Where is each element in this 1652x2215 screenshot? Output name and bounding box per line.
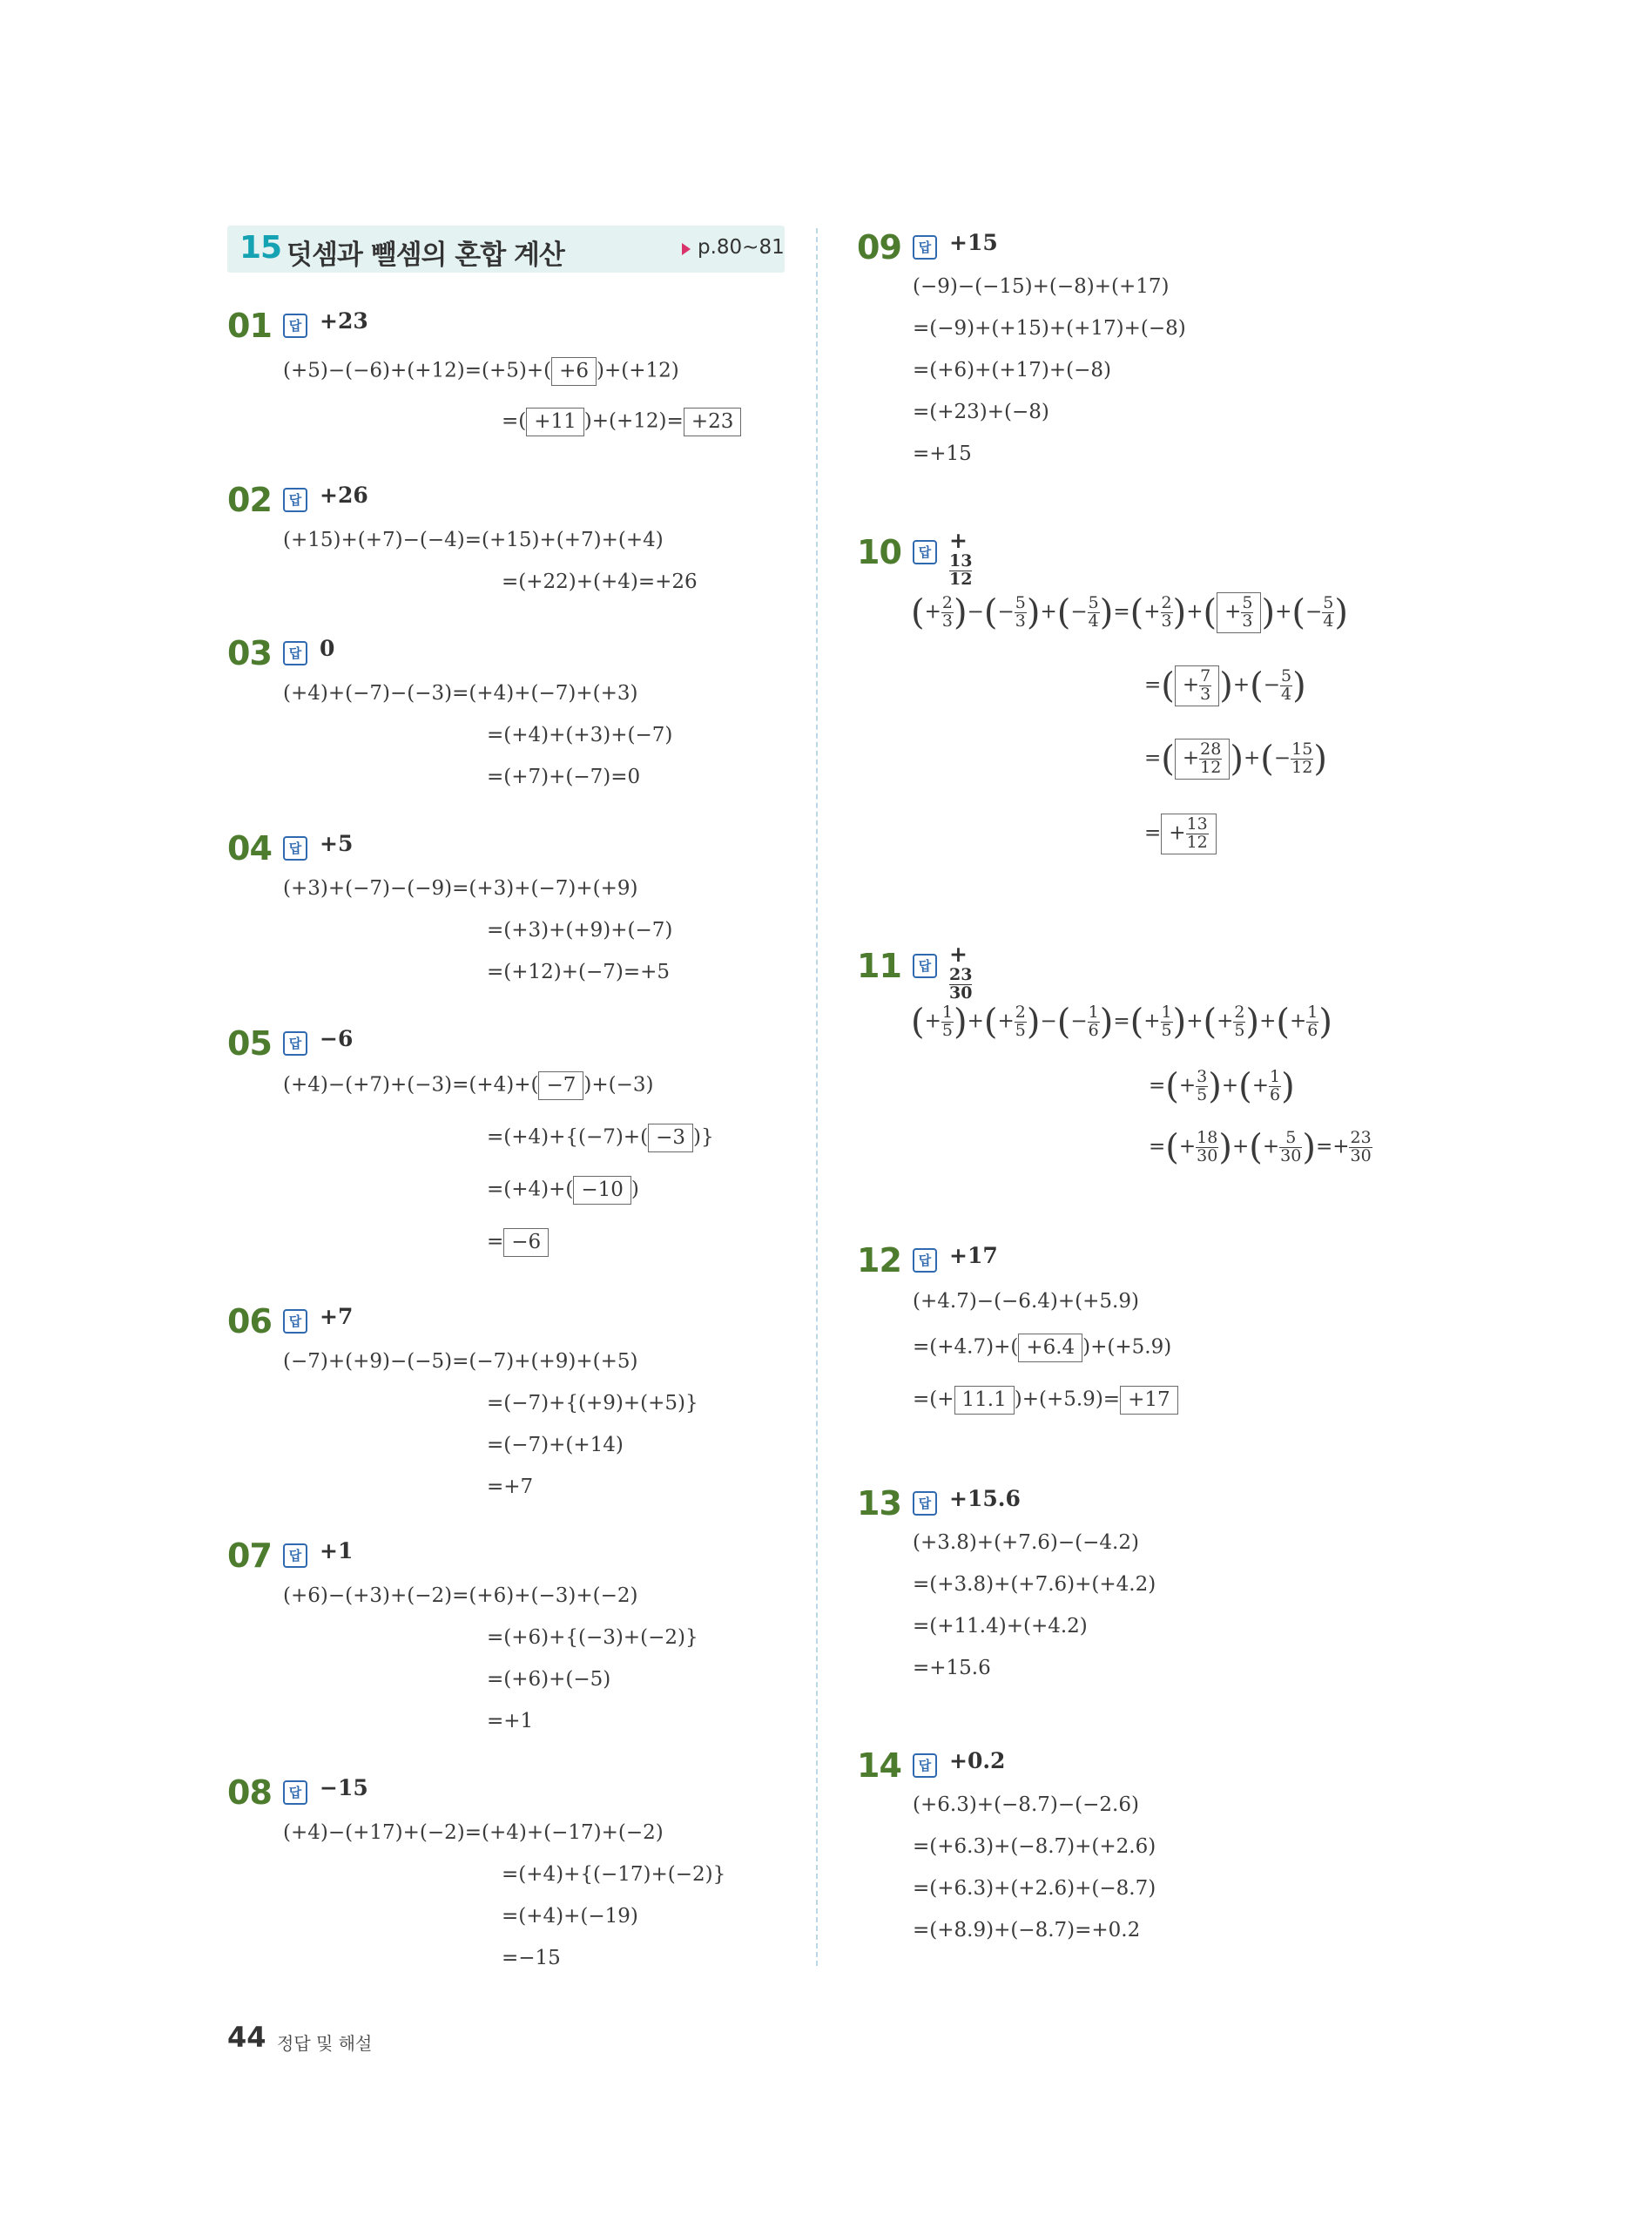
answer-label: 답 <box>283 314 307 338</box>
answer-box: +11 <box>526 408 584 436</box>
answer: −15 <box>320 1775 368 1800</box>
solution-line: =(+ 11.1 )+(+5.9)= +17 <box>913 1386 1178 1415</box>
section-title: 덧셈과 뺄셈의 혼합 계산 <box>287 240 564 271</box>
answer: +23 <box>320 308 368 334</box>
solution-line: =(−9)+(+15)+(+17)+(−8) <box>913 317 1186 340</box>
solution-line: =(+6)+{(−3)+(−2)} <box>487 1626 698 1649</box>
answer-label: 답 <box>913 1248 937 1273</box>
answer-box: + $\frac{13}{12}$ <box>1161 814 1216 854</box>
solution-line: =(+23)+(−8) <box>913 401 1049 423</box>
problem-number: 05 <box>227 1024 272 1063</box>
answer-label: 답 <box>283 1309 307 1334</box>
solution-line: =(+6)+(+17)+(−8) <box>913 359 1112 382</box>
section-header <box>227 226 785 273</box>
answer-box: +6 <box>551 357 597 386</box>
solution-line: =(+4)+( −10 ) <box>487 1176 639 1205</box>
answer-box: +17 <box>1120 1386 1178 1415</box>
solution-line: =(+22)+(+4)=+26 <box>502 571 698 593</box>
answer-box: + $\frac{5}{3}$ <box>1217 592 1261 633</box>
page-number: 44 <box>227 2021 266 2054</box>
problem-number: 03 <box>227 634 272 672</box>
answer-box: +6.4 <box>1018 1334 1082 1362</box>
solution-line: =(−7)+(+14) <box>487 1434 624 1456</box>
solution-line: (+ $\frac{1}{5}$ )+(+ $\frac{2}{5}$ )−(− $\frac{1}{6}$ )=(+ $\frac{1}{5}$ )+(+ $\frac{2}{5}$ )+(+ $\frac{1}{6}$ ) <box>911 1002 1332 1043</box>
page-reference: p.80~81 <box>698 236 785 259</box>
solution-line: =+7 <box>487 1476 534 1498</box>
triangle-marker-icon <box>682 243 691 255</box>
answer-box: +23 <box>684 408 742 436</box>
solution-line: (+6.3)+(−8.7)−(−2.6) <box>913 1793 1139 1816</box>
solution-line: (+4.7)−(−6.4)+(+5.9) <box>913 1290 1139 1313</box>
answer: +5 <box>320 831 354 856</box>
solution-line: =(+12)+(−7)=+5 <box>487 961 671 983</box>
problem-number: 14 <box>857 1746 901 1785</box>
solution-line: =(+8.9)+(−8.7)=+0.2 <box>913 1919 1141 1942</box>
problem-number: 02 <box>227 481 272 519</box>
footer-text: 정답 및 해설 <box>277 2033 373 2054</box>
answer: +0.2 <box>949 1748 1006 1773</box>
answer-box: −10 <box>573 1176 631 1205</box>
solution-line: (+3)+(−7)−(−9)=(+3)+(−7)+(+9) <box>283 877 638 900</box>
solution-line: (+4)+(−7)−(−3)=(+4)+(−7)+(+3) <box>283 682 638 705</box>
problem-number: 10 <box>857 533 901 571</box>
answer: +7 <box>320 1304 354 1329</box>
solution-line: =−15 <box>502 1947 561 1969</box>
solution-line: =( + $\frac{7}{3}$ )+(− $\frac{5}{4}$ ) <box>1144 665 1306 706</box>
solution-line: =(+4)+{(−17)+(−2)} <box>502 1863 726 1886</box>
answer-label: 답 <box>283 836 307 861</box>
solution-line: =(−7)+{(+9)+(+5)} <box>487 1392 698 1415</box>
answer: −6 <box>320 1026 354 1051</box>
solution-line: =(+7)+(−7)=0 <box>487 766 641 788</box>
solution-line: =(+4)+(−19) <box>502 1905 638 1928</box>
solution-line: (−7)+(+9)−(−5)=(−7)+(+9)+(+5) <box>283 1350 638 1373</box>
answer-label: 답 <box>913 954 937 978</box>
solution-line: =+15 <box>913 442 972 465</box>
problem-number: 07 <box>227 1536 272 1575</box>
section-number: 15 <box>239 230 282 266</box>
answer-box: −7 <box>538 1071 583 1100</box>
column-divider <box>816 228 818 1966</box>
answer-box: 11.1 <box>954 1386 1015 1415</box>
solution-line: (+6)−(+3)+(−2)=(+6)+(−3)+(−2) <box>283 1584 638 1607</box>
answer-label: 답 <box>283 488 307 512</box>
solution-line: =(+ $\frac{3}{5}$ )+(+ $\frac{1}{6}$ ) <box>1149 1066 1295 1107</box>
solution-line: (+4)−(+17)+(−2)=(+4)+(−17)+(−2) <box>283 1821 664 1844</box>
answer-box: −3 <box>648 1124 693 1152</box>
problem-number: 12 <box>857 1241 901 1280</box>
problem-number: 01 <box>227 307 272 345</box>
solution-line: (+ $\frac{2}{3}$ )−(− $\frac{5}{3}$ )+(− $\frac{5}{4}$ )=(+ $\frac{2}{3}$ )+( + $\frac{5}{3}$ )+(− $\frac{5}{4}$ ) <box>911 592 1348 633</box>
answer: 0 <box>320 636 335 661</box>
answer-box: + $\frac{7}{3}$ <box>1175 665 1219 706</box>
solution-line: =(+6)+(−5) <box>487 1668 611 1691</box>
solution-line: =(+4.7)+( +6.4 )+(+5.9) <box>913 1334 1171 1362</box>
answer-label: 답 <box>913 1491 937 1516</box>
solution-line: =(+ $\frac{18}{30}$ )+(+ $\frac{5}{30}$ )=+ $\frac{23}{30}$ <box>1149 1127 1372 1168</box>
problem-number: 08 <box>227 1773 272 1812</box>
answer: +17 <box>949 1243 998 1268</box>
solution-line: (+4)−(+7)+(−3)=(+4)+( −7 )+(−3) <box>283 1071 653 1100</box>
problem-number: 06 <box>227 1302 272 1340</box>
answer: + $\frac{13}{12}$ <box>949 528 973 589</box>
answer-label: 답 <box>283 1780 307 1805</box>
answer: +26 <box>320 483 368 508</box>
answer-label: 답 <box>913 1753 937 1778</box>
solution-line: = + $\frac{13}{12}$ <box>1144 814 1217 854</box>
solution-line: =( +11 )+(+12)= +23 <box>502 408 741 436</box>
problem-number: 04 <box>227 829 272 868</box>
answer-label: 답 <box>283 1543 307 1568</box>
solution-line: (+3.8)+(+7.6)−(−4.2) <box>913 1531 1139 1554</box>
answer-label: 답 <box>283 641 307 665</box>
solution-line: = −6 <box>487 1228 549 1257</box>
answer: +15 <box>949 230 998 255</box>
solution-line: =(+3)+(+9)+(−7) <box>487 919 673 942</box>
answer: +1 <box>320 1538 354 1563</box>
solution-line: =+15.6 <box>913 1657 991 1679</box>
solution-line: =( + $\frac{28}{12}$ )+(− $\frac{15}{12}$ ) <box>1144 739 1327 780</box>
solution-line: =(+6.3)+(+2.6)+(−8.7) <box>913 1877 1156 1900</box>
solution-line: (+15)+(+7)−(−4)=(+15)+(+7)+(+4) <box>283 529 664 551</box>
answer-box: + $\frac{28}{12}$ <box>1175 739 1230 780</box>
solution-line: (−9)−(−15)+(−8)+(+17) <box>913 275 1170 298</box>
problem-number: 13 <box>857 1484 901 1523</box>
solution-line: (+5)−(−6)+(+12)=(+5)+( +6 )+(+12) <box>283 357 679 386</box>
problem-number: 09 <box>857 228 901 267</box>
solution-line: =(+11.4)+(+4.2) <box>913 1615 1088 1638</box>
answer: + $\frac{23}{30}$ <box>949 942 973 1003</box>
solution-line: =(+3.8)+(+7.6)+(+4.2) <box>913 1573 1156 1596</box>
solution-line: =(+4)+{(−7)+( −3 )} <box>487 1124 714 1152</box>
solution-line: =(+4)+(+3)+(−7) <box>487 724 673 746</box>
solution-line: =+1 <box>487 1710 534 1732</box>
answer-label: 답 <box>913 540 937 564</box>
solution-line: =(+6.3)+(−8.7)+(+2.6) <box>913 1835 1156 1858</box>
answer-box: −6 <box>503 1228 549 1257</box>
answer-label: 답 <box>283 1031 307 1056</box>
answer-label: 답 <box>913 235 937 260</box>
answer: +15.6 <box>949 1486 1021 1511</box>
problem-number: 11 <box>857 947 901 985</box>
